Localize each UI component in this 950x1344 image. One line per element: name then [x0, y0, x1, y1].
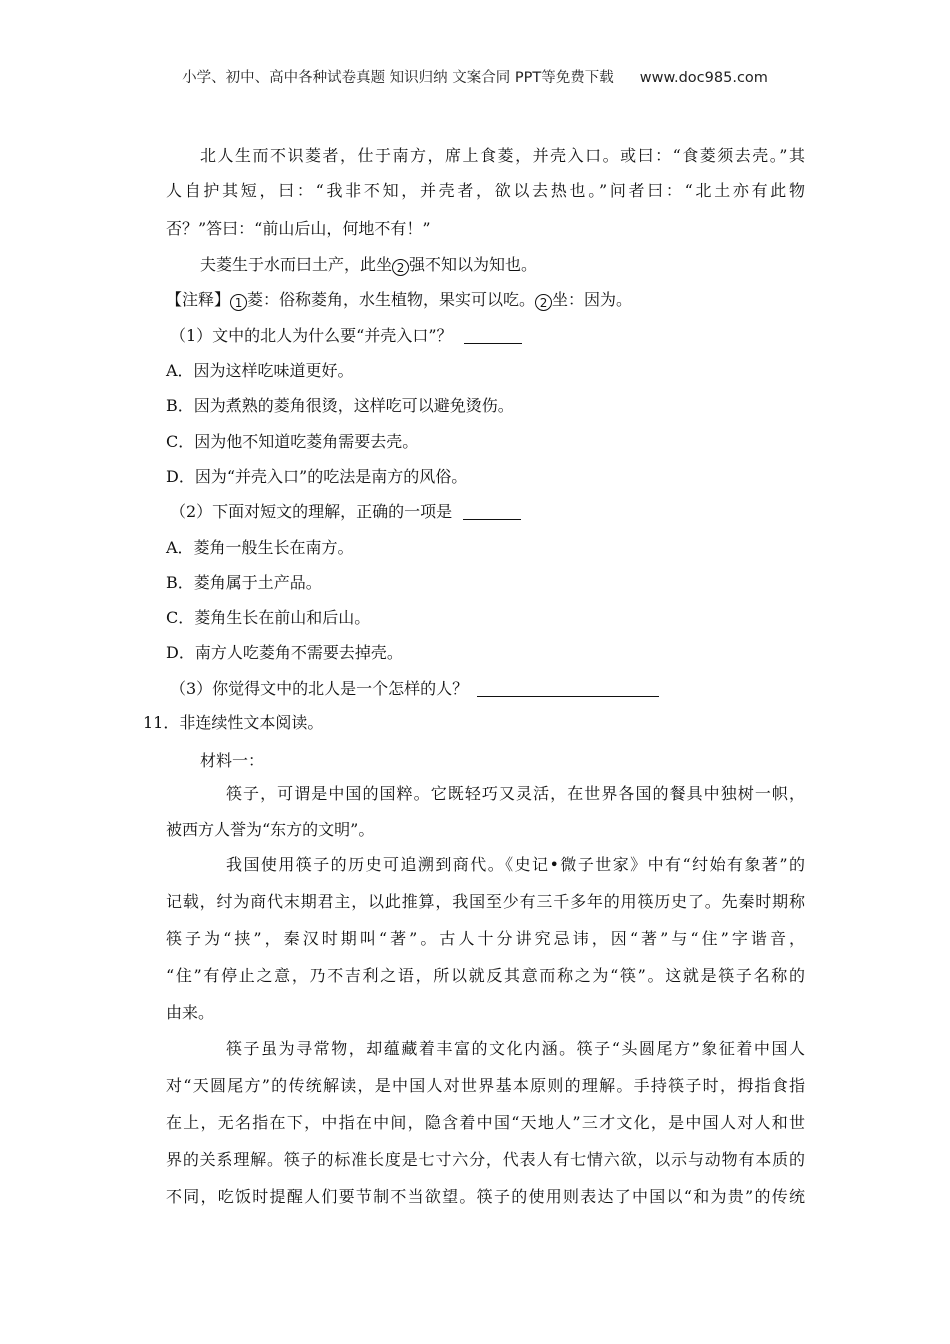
question-11-number: 11． [143, 713, 180, 732]
note-marker-2: 2 [392, 259, 409, 276]
annotation-2: 坐：因为。 [552, 290, 633, 309]
answer-blank-1[interactable] [464, 329, 522, 344]
annotation-line [166, 290, 632, 311]
annotation-label: 【注释】 [166, 290, 231, 309]
answer-blank-2[interactable] [463, 505, 521, 520]
passage-line-4 [200, 255, 537, 276]
note-marker-1: 1 [230, 294, 247, 311]
material-para1-line2: 被西方人誉为“东方的文明”。 [166, 820, 375, 839]
q2-option-a: A．菱角一般生长在南方。 [166, 538, 354, 557]
material-para3-line5: 不同，吃饭时提醒人们要节制不当欲望。筷子的使用则表达了中国以“和为贵”的传统 [166, 1187, 805, 1206]
material-para3-line1: 筷子虽为寻常物，却蕴藏着丰富的文化内涵。筷子“头圆尾方”象征着中国人 [226, 1039, 805, 1058]
question-11-title: 非连续性文本阅读。 [179, 713, 324, 732]
answer-blank-3[interactable] [477, 682, 659, 697]
passage-text-pre: 夫菱生于水而曰土产，此坐 [200, 255, 393, 274]
material-para2-line4: “住”有停止之意，乃不吉利之语，所以就反其意而称之为“筷”。这就是筷子名称的 [166, 966, 805, 985]
header-site-link[interactable]: www.doc985.com [639, 70, 768, 86]
question-1-stem: （1）文中的北人为什么要“并壳入口”？ [170, 326, 453, 345]
header-text: 小学、初中、高中各种试卷真题 知识归纳 文案合同 PPT等免费下载 [182, 70, 614, 86]
material-para2-line1: 我国使用筷子的历史可追溯到商代。《史记•微子世家》中有“纣始有象著”的 [226, 855, 805, 874]
material-para2-line3: 筷子为“挟”，秦汉时期叫“著”。古人十分讲究忌讳，因“著”与“住”字谐音， [166, 929, 805, 948]
passage-line-3: 否？”答曰：“前山后山，何地不有！” [166, 219, 431, 238]
material-para2-line5: 由来。 [166, 1003, 215, 1022]
passage-line-2: 人自护其短，曰：“我非不知，并壳者，欲以去热也。”问者曰：“北土亦有此物 [166, 181, 805, 200]
passage-line-1: 北人生而不识菱者，仕于南方，席上食菱，并壳入口。或曰：“食菱须去壳。”其 [200, 146, 805, 165]
question-3 [170, 679, 659, 699]
material-label: 材料一： [200, 751, 265, 770]
passage-text-post: 强不知以为知也。 [409, 255, 538, 274]
material-para3-line3: 在上，无名指在下，中指在中间，隐含着中国“天地人”三才文化，是中国人对人和世 [166, 1113, 805, 1132]
q2-option-c: C．菱角生长在前山和后山。 [166, 608, 371, 627]
page-header [0, 66, 950, 87]
material-para3-line2: 对“天圆尾方”的传统解读，是中国人对世界基本原则的理解。手持筷子时，拇指食指 [166, 1076, 805, 1095]
note-marker-2: 2 [535, 294, 552, 311]
q2-option-b: B．菱角属于土产品。 [166, 573, 322, 592]
material-para3-line4: 界的关系理解。筷子的标准长度是七寸六分，代表人有七情六欲，以示与动物有本质的 [166, 1150, 805, 1169]
question-11 [143, 713, 323, 733]
question-2 [170, 502, 521, 522]
q1-option-b: B．因为煮熟的菱角很烫，这样吃可以避免烫伤。 [166, 396, 514, 415]
q1-option-c: C．因为他不知道吃菱角需要去壳。 [166, 432, 419, 451]
question-2-stem: （2）下面对短文的理解，正确的一项是 [170, 502, 453, 521]
question-3-stem: （3）你觉得文中的北人是一个怎样的人？ [170, 679, 469, 698]
material-para2-line2: 记载，纣为商代末期君主，以此推算，我国至少有三千多年的用筷历史了。先秦时期称 [166, 892, 805, 911]
q2-option-d: D．南方人吃菱角不需要去掉壳。 [166, 643, 403, 662]
q1-option-d: D．因为“并壳入口”的吃法是南方的风俗。 [166, 467, 468, 486]
q1-option-a: A．因为这样吃味道更好。 [166, 361, 354, 380]
question-1 [170, 326, 522, 346]
material-para1-line1: 筷子，可谓是中国的国粹。它既轻巧又灵活，在世界各国的餐具中独树一帜， [226, 784, 805, 803]
annotation-1: 菱：俗称菱角，水生植物，果实可以吃。 [247, 290, 536, 309]
